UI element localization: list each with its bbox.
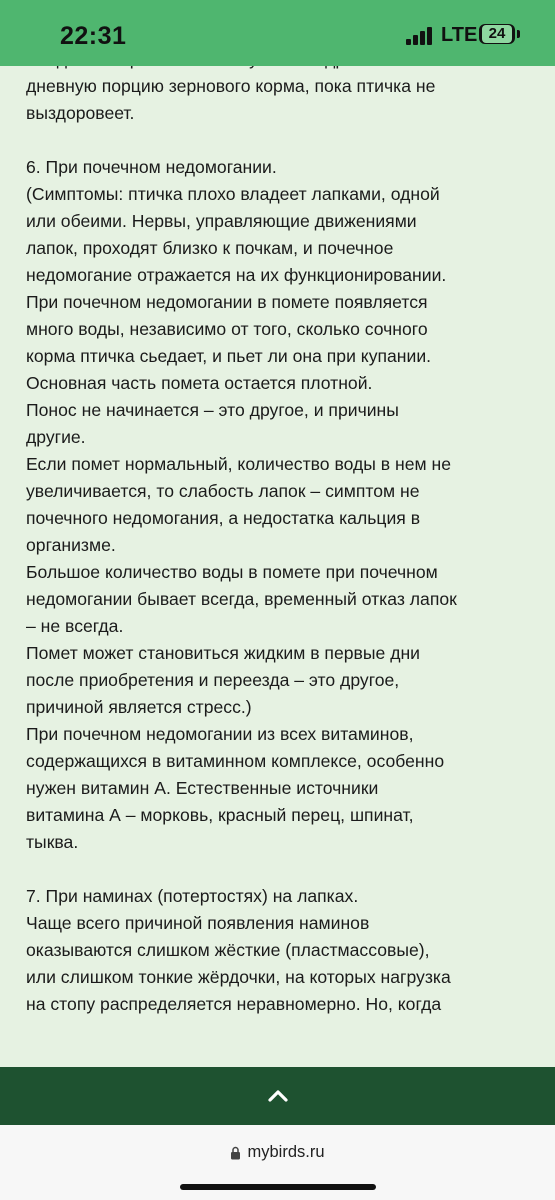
url-field[interactable] [0,1143,555,1162]
battery-cap [517,30,520,38]
article-line: содержащихся в витаминном комплексе, особенно [26,751,445,771]
article-line: увеличивается, то слабость лапок – симптом не [26,481,420,501]
article-line: витамина А – морковь, красный перец, шпинат, [26,805,414,825]
article-line: При почечном недомогании в помете появляется [26,292,428,312]
article-line: или обеими. Нервы, управляющие движениями [26,211,417,231]
article-line: тыква. [26,832,79,852]
article-line: недомогании бывает всегда, временный отказ лапок [26,589,457,609]
chevron-up-icon [267,1089,289,1103]
article-line: Если помет нормальный, количество воды в нем не [26,454,452,474]
scroll-to-top-bar [0,1067,555,1125]
article-line: или слишком тонкие жёрдочки, на которых нагрузка [26,967,451,987]
article-line: нужен витамин А. Естественные источники [26,778,379,798]
article-line: выздоровеет. [26,103,135,123]
section-6-heading: 6. При почечном недомогании. [26,157,277,177]
signal-strength-icon [406,27,436,45]
lock-icon [230,1146,241,1160]
home-indicator[interactable] [180,1184,376,1190]
url-text: mybirds.ru [247,1143,325,1161]
battery-level: 24 [482,25,512,43]
article-line: корма птичка сьедает, и пьет ли она при купании. [26,346,432,366]
article-line: после приобретения и переезда – это другое, [26,670,400,690]
article-line: оказываются слишком жёсткие (пластмассовые), [26,940,430,960]
article-line: Понос не начинается – это другое, и причины [26,400,399,420]
article-line: много воды, независимо от того, сколько сочного [26,319,428,339]
scroll-to-top-button[interactable] [258,1078,298,1114]
section-7-heading: 7. При наминах (потертостях) на лапках. [26,886,359,906]
article-line: При почечном недомогании из всех витаминов, [26,724,414,744]
article-line: Большое количество воды в помете при почечном [26,562,438,582]
article-line: лапок, проходят близко к почкам, и почечное [26,238,394,258]
article-line: другие. [26,427,86,447]
article-line: организме. [26,535,116,555]
article-line: (Симптомы: птичка плохо владеет лапками, одной [26,184,440,204]
article-line: причиной является стресс.) [26,697,252,717]
article-line: – не всегда. [26,616,124,636]
article-line: Чаще всего причиной появления наминов [26,913,370,933]
article-body [26,46,531,1018]
article-line: почечного недомогания, а недостатка кальция в [26,508,421,528]
article-line: недомогание отражается на их функционировании. [26,265,447,285]
status-bar [0,0,555,66]
article-line: на стопу распределяется неравномерно. Но, когда [26,994,442,1014]
network-type: LTE [441,24,478,46]
status-time: 22:31 [60,22,127,50]
article-line: Помет может становиться жидким в первые дни [26,643,421,663]
article-line: Основная часть помета остается плотной. [26,373,373,393]
battery-icon [479,24,515,44]
article-line: дневную порцию зернового корма, пока птичка не [26,76,436,96]
